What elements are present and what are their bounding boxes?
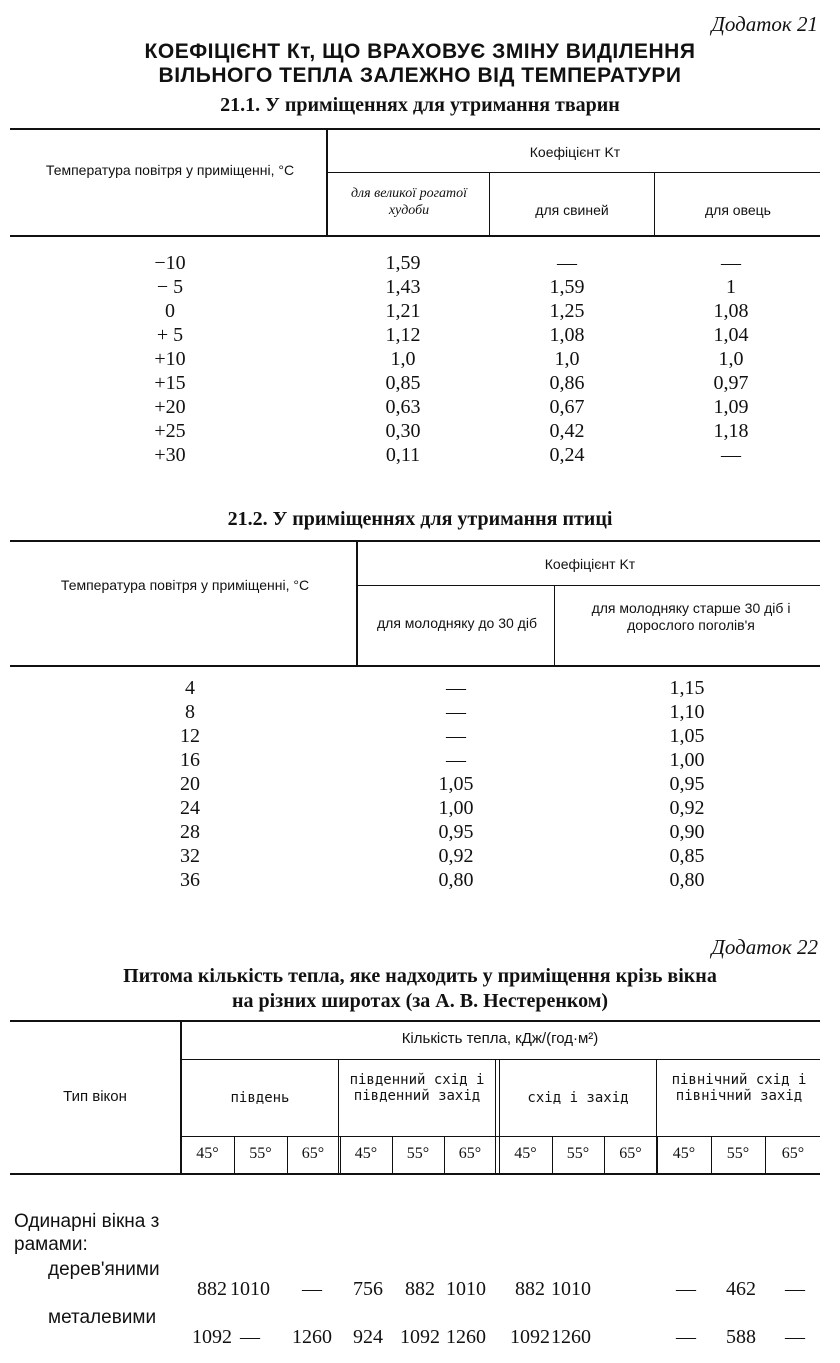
- table-22-latitude: 55°: [249, 1145, 272, 1162]
- table-22-cell: 882: [515, 1278, 545, 1300]
- table-cell-temp: 8: [185, 701, 195, 723]
- table-cell-sheep: 1,09: [713, 396, 749, 418]
- table-cell-pigs: 0,67: [549, 396, 585, 418]
- table-cell-young: —: [446, 749, 466, 771]
- table-22-latitude: 65°: [458, 1145, 482, 1162]
- table-22-latitude: 65°: [781, 1145, 805, 1162]
- table-cell-pigs: 0,42: [549, 420, 585, 442]
- table-22-latitude: 45°: [672, 1145, 696, 1162]
- table-cell-sheep: —: [721, 444, 741, 466]
- table-cell-older: 0,95: [669, 773, 705, 795]
- table-cell-temp: +30: [154, 444, 186, 466]
- table-22-cell: 1092: [192, 1326, 232, 1348]
- table-21-1-title: 21.1. У приміщеннях для утримання тварин: [220, 94, 620, 116]
- table-21-1-col-pigs: для свиней: [535, 202, 609, 218]
- table-cell-sheep: 0,97: [713, 372, 749, 394]
- table-cell-pigs: 1,59: [549, 276, 585, 298]
- table-22-cell: —: [676, 1326, 696, 1348]
- table-cell-temp: +20: [154, 396, 186, 418]
- table-cell-young: 1,05: [438, 773, 474, 795]
- table-cell-young: 0,92: [438, 845, 474, 867]
- table-22-row-label-metal: металевими: [48, 1307, 157, 1328]
- table-cell-pigs: 1,08: [549, 324, 585, 346]
- table-22-cell: 1260: [446, 1326, 486, 1348]
- table-cell-temp: 20: [180, 773, 200, 795]
- table-cell-cattle: 0,11: [385, 444, 421, 466]
- table-cell-older: 0,92: [669, 797, 705, 819]
- appendix-22-title-line1: Питома кількість тепла, яке надходить у приміщення крізь вікна: [123, 965, 717, 987]
- table-22-latitude: 45°: [354, 1145, 378, 1162]
- table-cell-pigs: 0,86: [549, 372, 585, 394]
- table-cell-young: 0,80: [438, 869, 474, 891]
- table-cell-temp: − 5: [156, 276, 184, 298]
- table-cell-temp: 32: [180, 845, 200, 867]
- table-cell-temp: 12: [180, 725, 200, 747]
- table-cell-pigs: 1,0: [554, 348, 580, 370]
- table-22-cell: 1010: [551, 1278, 591, 1300]
- table-cell-older: 1,05: [669, 725, 705, 747]
- table-22-cell: 1092: [400, 1326, 440, 1348]
- table-21-2-title: 21.2. У приміщеннях для утримання птиці: [227, 508, 613, 530]
- table-cell-older: 0,90: [669, 821, 705, 843]
- table-22-latitude: 45°: [514, 1145, 537, 1162]
- table-cell-older: 0,80: [669, 869, 705, 891]
- table-21-1-header-temp: Температура повітря у приміщенні, °С: [45, 162, 295, 178]
- table-22-cell: —: [240, 1326, 260, 1348]
- table-22-cell: 882: [405, 1278, 435, 1300]
- table-cell-sheep: 1,0: [718, 348, 744, 370]
- table-cell-pigs: 1,25: [549, 300, 585, 322]
- table-cell-temp: 4: [185, 677, 195, 699]
- table-22-cell: —: [785, 1278, 805, 1300]
- table-22-group-southeast-southwest: південний схід і південний захід: [349, 1072, 485, 1104]
- table-21-1-col-cattle: для великої рогатої худоби: [350, 186, 468, 218]
- table-cell-temp: −10: [154, 252, 186, 274]
- table-22-latitude: 55°: [566, 1145, 590, 1162]
- table-cell-older: 0,85: [669, 845, 705, 867]
- table-cell-older: 1,00: [669, 749, 705, 771]
- table-22-cell: —: [676, 1278, 696, 1300]
- table-cell-older: 1,15: [669, 677, 705, 699]
- table-22-cell: 1010: [446, 1278, 486, 1300]
- table-22-cell: 1010: [230, 1278, 270, 1300]
- table-cell-temp: +25: [154, 420, 186, 442]
- table-22-latitude: 55°: [726, 1145, 750, 1162]
- appendix-22-label: Додаток 22: [711, 935, 818, 959]
- table-cell-cattle: 0,63: [385, 396, 421, 418]
- table-cell-cattle: 1,43: [385, 276, 421, 298]
- table-cell-cattle: 1,12: [385, 324, 421, 346]
- table-cell-cattle: 1,0: [390, 348, 416, 370]
- table-cell-pigs: —: [557, 252, 577, 274]
- table-cell-cattle: 0,30: [385, 420, 421, 442]
- table-21-1-header-coef: Коефіцієнт Kт: [529, 144, 621, 160]
- table-22-group-south: південь: [230, 1090, 290, 1106]
- table-cell-sheep: 1: [726, 276, 736, 298]
- table-22-cell: 588: [726, 1326, 756, 1348]
- table-22-latitude: 65°: [619, 1145, 642, 1162]
- table-22-cell: 1260: [292, 1326, 332, 1348]
- table-22-row-label-wood: дерев'яними: [48, 1259, 160, 1280]
- table-22-latitude: 55°: [406, 1145, 430, 1162]
- table-cell-pigs: 0,24: [549, 444, 585, 466]
- table-22-cell: 1092: [510, 1326, 550, 1348]
- table-cell-sheep: —: [721, 252, 741, 274]
- appendix-21-title-line2: ВІЛЬНОГО ТЕПЛА ЗАЛЕЖНО ВІД ТЕМПЕРАТУРИ: [158, 64, 682, 87]
- table-cell-cattle: 1,21: [385, 300, 421, 322]
- table-22-latitude: 45°: [196, 1145, 219, 1162]
- appendix-21-title-line1: КОЕФІЦІЄНТ Кт, ЩО ВРАХОВУЄ ЗМІНУ ВИДІЛЕННЯ: [144, 40, 696, 63]
- table-21-2-header-coef: Коефіцієнт Kт: [544, 556, 636, 572]
- table-22-header-type: Тип вікон: [63, 1088, 127, 1105]
- table-cell-cattle: 1,59: [385, 252, 421, 274]
- table-cell-temp: + 5: [156, 324, 184, 346]
- table-22-latitude: 65°: [301, 1145, 325, 1162]
- appendix-21-label: Додаток 21: [711, 12, 818, 36]
- table-cell-temp: 24: [180, 797, 200, 819]
- table-cell-sheep: 1,18: [713, 420, 749, 442]
- table-21-1-col-sheep: для овець: [705, 202, 771, 218]
- table-22-cell: 462: [726, 1278, 756, 1300]
- table-cell-young: —: [446, 701, 466, 723]
- table-cell-young: —: [446, 677, 466, 699]
- table-cell-sheep: 1,04: [713, 324, 749, 346]
- table-22-group-northeast-northwest: північний схід і північний захід: [671, 1072, 807, 1104]
- table-cell-sheep: 1,08: [713, 300, 749, 322]
- table-cell-older: 1,10: [669, 701, 705, 723]
- table-21-2-col-young: для молодняку до 30 діб: [377, 615, 537, 631]
- table-22-cell: —: [785, 1326, 805, 1348]
- table-cell-young: 0,95: [438, 821, 474, 843]
- table-cell-temp: 16: [180, 749, 200, 771]
- table-22-cell: 882: [197, 1278, 227, 1300]
- table-22-cell: 1260: [551, 1326, 591, 1348]
- table-22-section-label: Одинарні вікна з рамами:: [14, 1211, 160, 1255]
- table-cell-temp: 36: [180, 869, 200, 891]
- table-22-cell: 924: [353, 1326, 383, 1348]
- table-cell-temp: +15: [154, 372, 186, 394]
- table-22-cell: 756: [353, 1278, 383, 1300]
- table-cell-cattle: 0,85: [385, 372, 421, 394]
- table-cell-temp: +10: [154, 348, 186, 370]
- table-21-2-col-older: для молодняку старше 30 діб і дорослого поголів'я: [591, 600, 791, 633]
- table-22-cell: —: [302, 1278, 322, 1300]
- table-cell-young: —: [446, 725, 466, 747]
- table-22-header-amount: Кількість тепла, кДж/(год·м²): [401, 1030, 599, 1047]
- appendix-22-title-line2: на різних широтах (за А. В. Нестеренком): [231, 990, 609, 1012]
- table-cell-temp: 0: [165, 300, 175, 322]
- table-cell-temp: 28: [180, 821, 200, 843]
- table-22-group-east-west: схід і захід: [527, 1090, 629, 1106]
- table-21-2-header-temp: Температура повітря у приміщенні, °С: [60, 577, 310, 593]
- table-cell-young: 1,00: [438, 797, 474, 819]
